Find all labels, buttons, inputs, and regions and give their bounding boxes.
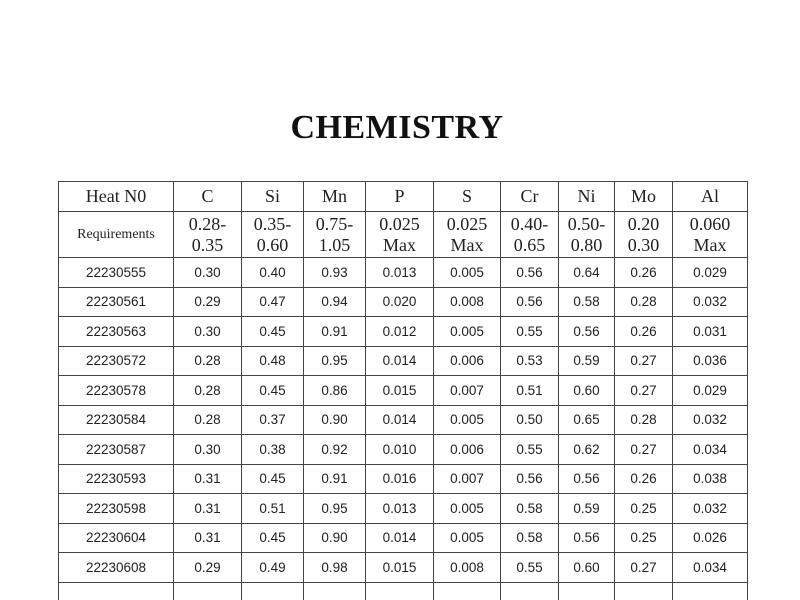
value-cell: 0.26 [615, 258, 673, 288]
heat-number-cell: 22230604 [59, 523, 174, 553]
heat-number-cell: 22230578 [59, 376, 174, 406]
requirement-line: 0.025 [446, 213, 488, 234]
requirement-line: Max [693, 234, 727, 255]
table-row [59, 376, 748, 406]
table-body [59, 182, 748, 600]
requirement-line: 0.30 [627, 234, 660, 255]
table-row [59, 523, 748, 553]
requirement-cell [673, 212, 748, 258]
table-row [59, 346, 748, 376]
requirement-line: 0.28- [188, 213, 227, 234]
heat-number-cell: 22230563 [59, 317, 174, 347]
header-cell: S [434, 182, 501, 212]
value-cell: 0.007 [434, 464, 501, 494]
requirement-cell [242, 212, 304, 258]
requirement-line: 0.35 [191, 234, 224, 255]
value-cell: 0.29 [174, 287, 242, 317]
requirement-cell [615, 212, 673, 258]
requirement-line: 0.40- [510, 213, 549, 234]
value-cell: 0.28 [174, 405, 242, 435]
value-cell: 0.91 [304, 464, 366, 494]
heat-number-cell: 22230572 [59, 346, 174, 376]
value-cell: 0.55 [501, 553, 559, 583]
heat-number-cell: 22230608 [59, 553, 174, 583]
requirement-cell [434, 212, 501, 258]
value-cell: 0.005 [434, 405, 501, 435]
empty-cell [304, 582, 366, 600]
value-cell: 0.92 [304, 435, 366, 465]
value-cell: 0.59 [559, 494, 615, 524]
value-cell: 0.56 [501, 287, 559, 317]
header-cell: Heat N0 [59, 182, 174, 212]
value-cell: 0.26 [615, 317, 673, 347]
value-cell: 0.28 [615, 405, 673, 435]
value-cell: 0.30 [174, 258, 242, 288]
table-row [59, 435, 748, 465]
value-cell: 0.032 [673, 287, 748, 317]
requirements-label: Requirements [59, 212, 174, 258]
chemistry-table [58, 181, 748, 600]
value-cell: 0.95 [304, 494, 366, 524]
value-cell: 0.98 [304, 553, 366, 583]
value-cell: 0.60 [559, 553, 615, 583]
empty-cell [174, 582, 242, 600]
value-cell: 0.029 [673, 258, 748, 288]
value-cell: 0.013 [366, 258, 434, 288]
requirement-line: 0.50- [567, 213, 606, 234]
value-cell: 0.91 [304, 317, 366, 347]
requirements-row [59, 212, 748, 258]
value-cell: 0.86 [304, 376, 366, 406]
heat-number-cell: 22230584 [59, 405, 174, 435]
empty-cell [434, 582, 501, 600]
value-cell: 0.65 [559, 405, 615, 435]
value-cell: 0.64 [559, 258, 615, 288]
value-cell: 0.90 [304, 523, 366, 553]
header-cell: Al [673, 182, 748, 212]
requirement-cell [559, 212, 615, 258]
value-cell: 0.27 [615, 346, 673, 376]
value-cell: 0.013 [366, 494, 434, 524]
empty-cell [673, 582, 748, 600]
empty-row [59, 582, 748, 600]
value-cell: 0.28 [174, 376, 242, 406]
value-cell: 0.029 [673, 376, 748, 406]
value-cell: 0.006 [434, 346, 501, 376]
value-cell: 0.45 [242, 464, 304, 494]
value-cell: 0.38 [242, 435, 304, 465]
requirement-line: 0.025 [379, 213, 420, 234]
value-cell: 0.51 [242, 494, 304, 524]
empty-cell [242, 582, 304, 600]
value-cell: 0.58 [559, 287, 615, 317]
header-cell: P [366, 182, 434, 212]
header-cell: Si [242, 182, 304, 212]
value-cell: 0.60 [559, 376, 615, 406]
value-cell: 0.28 [615, 287, 673, 317]
value-cell: 0.005 [434, 258, 501, 288]
value-cell: 0.29 [174, 553, 242, 583]
value-cell: 0.28 [174, 346, 242, 376]
header-cell: Mn [304, 182, 366, 212]
value-cell: 0.016 [366, 464, 434, 494]
value-cell: 0.27 [615, 435, 673, 465]
header-row [59, 182, 748, 212]
requirement-cell [304, 212, 366, 258]
value-cell: 0.012 [366, 317, 434, 347]
value-cell: 0.90 [304, 405, 366, 435]
table-row [59, 464, 748, 494]
value-cell: 0.014 [366, 405, 434, 435]
heat-number-cell: 22230555 [59, 258, 174, 288]
value-cell: 0.95 [304, 346, 366, 376]
value-cell: 0.48 [242, 346, 304, 376]
heat-number-cell: 22230587 [59, 435, 174, 465]
requirement-line: 1.05 [318, 234, 351, 255]
value-cell: 0.014 [366, 523, 434, 553]
empty-cell [59, 582, 174, 600]
value-cell: 0.31 [174, 494, 242, 524]
value-cell: 0.45 [242, 317, 304, 347]
requirement-cell [366, 212, 434, 258]
requirement-line: 0.35- [253, 213, 292, 234]
requirement-line: Max [383, 234, 416, 255]
value-cell: 0.25 [615, 523, 673, 553]
value-cell: 0.31 [174, 523, 242, 553]
value-cell: 0.56 [559, 464, 615, 494]
value-cell: 0.015 [366, 553, 434, 583]
value-cell: 0.008 [434, 287, 501, 317]
value-cell: 0.031 [673, 317, 748, 347]
requirement-cell [501, 212, 559, 258]
value-cell: 0.49 [242, 553, 304, 583]
value-cell: 0.93 [304, 258, 366, 288]
heat-number-cell: 22230593 [59, 464, 174, 494]
header-cell: Cr [501, 182, 559, 212]
value-cell: 0.56 [559, 317, 615, 347]
value-cell: 0.62 [559, 435, 615, 465]
value-cell: 0.51 [501, 376, 559, 406]
empty-cell [559, 582, 615, 600]
heat-number-cell: 22230598 [59, 494, 174, 524]
value-cell: 0.008 [434, 553, 501, 583]
value-cell: 0.40 [242, 258, 304, 288]
empty-cell [615, 582, 673, 600]
requirement-line: 0.060 [689, 213, 731, 234]
value-cell: 0.026 [673, 523, 748, 553]
value-cell: 0.55 [501, 435, 559, 465]
header-cell: Mo [615, 182, 673, 212]
empty-cell [501, 582, 559, 600]
table-row [59, 317, 748, 347]
value-cell: 0.31 [174, 464, 242, 494]
value-cell: 0.50 [501, 405, 559, 435]
value-cell: 0.26 [615, 464, 673, 494]
value-cell: 0.25 [615, 494, 673, 524]
value-cell: 0.58 [501, 494, 559, 524]
value-cell: 0.30 [174, 435, 242, 465]
value-cell: 0.55 [501, 317, 559, 347]
value-cell: 0.45 [242, 376, 304, 406]
value-cell: 0.007 [434, 376, 501, 406]
value-cell: 0.005 [434, 494, 501, 524]
page-title: CHEMISTRY [290, 109, 504, 146]
value-cell: 0.56 [501, 258, 559, 288]
value-cell: 0.034 [673, 435, 748, 465]
table-row [59, 405, 748, 435]
requirement-line: 0.80 [570, 234, 603, 255]
value-cell: 0.53 [501, 346, 559, 376]
value-cell: 0.005 [434, 317, 501, 347]
header-cell: Ni [559, 182, 615, 212]
value-cell: 0.032 [673, 405, 748, 435]
value-cell: 0.58 [501, 523, 559, 553]
header-cell: C [174, 182, 242, 212]
requirement-cell [174, 212, 242, 258]
value-cell: 0.034 [673, 553, 748, 583]
value-cell: 0.56 [559, 523, 615, 553]
value-cell: 0.37 [242, 405, 304, 435]
requirement-line: 0.60 [256, 234, 289, 255]
value-cell: 0.59 [559, 346, 615, 376]
value-cell: 0.47 [242, 287, 304, 317]
value-cell: 0.45 [242, 523, 304, 553]
value-cell: 0.036 [673, 346, 748, 376]
value-cell: 0.27 [615, 553, 673, 583]
value-cell: 0.038 [673, 464, 748, 494]
value-cell: 0.005 [434, 523, 501, 553]
heat-number-cell: 22230561 [59, 287, 174, 317]
value-cell: 0.020 [366, 287, 434, 317]
table-row [59, 494, 748, 524]
value-cell: 0.56 [501, 464, 559, 494]
table-row [59, 287, 748, 317]
value-cell: 0.015 [366, 376, 434, 406]
empty-cell [366, 582, 434, 600]
value-cell: 0.94 [304, 287, 366, 317]
table-row [59, 553, 748, 583]
requirement-line: 0.20 [627, 213, 660, 234]
value-cell: 0.032 [673, 494, 748, 524]
value-cell: 0.006 [434, 435, 501, 465]
value-cell: 0.30 [174, 317, 242, 347]
requirement-line: 0.65 [513, 234, 546, 255]
requirement-line: 0.75- [315, 213, 354, 234]
value-cell: 0.014 [366, 346, 434, 376]
requirement-line: Max [450, 234, 484, 255]
value-cell: 0.27 [615, 376, 673, 406]
table-row [59, 258, 748, 288]
value-cell: 0.010 [366, 435, 434, 465]
